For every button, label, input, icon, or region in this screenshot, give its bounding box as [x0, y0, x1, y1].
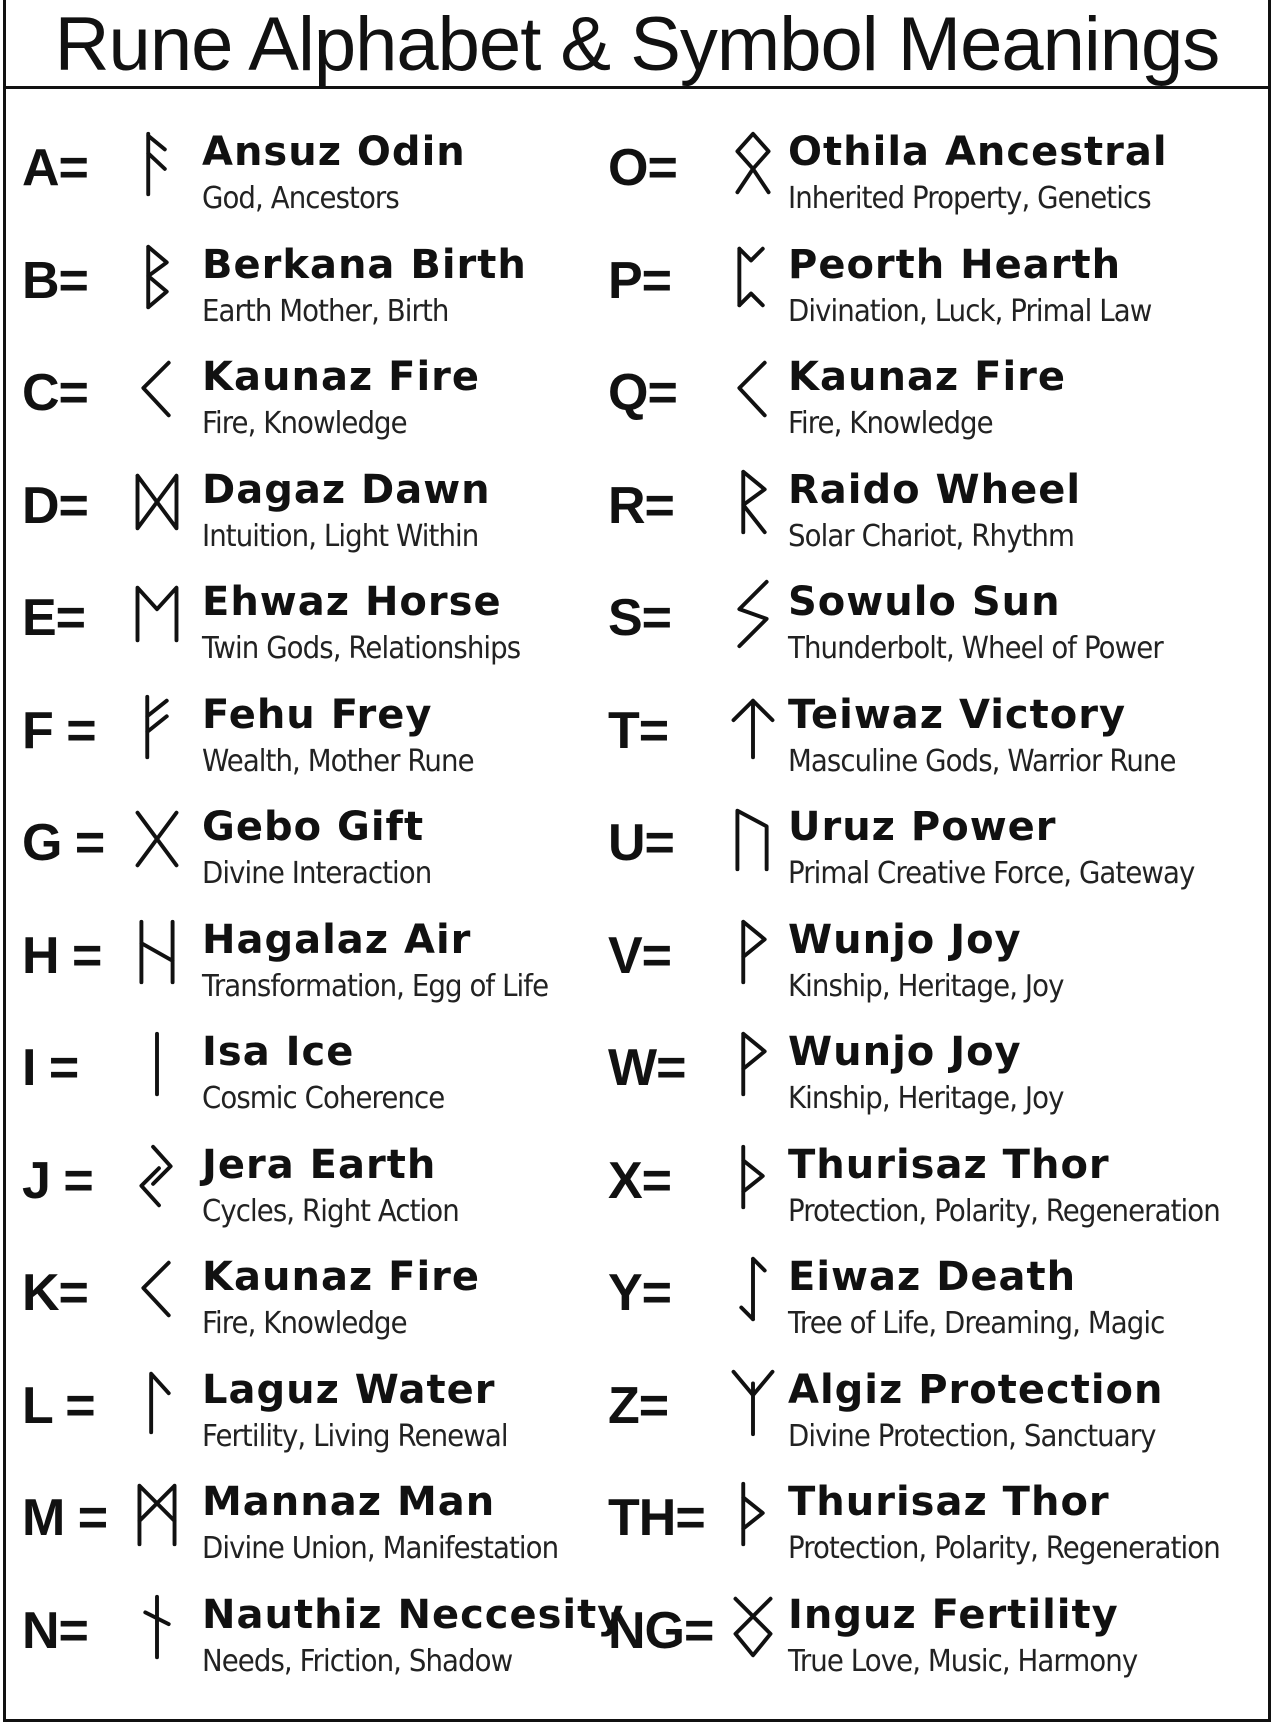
rune-entry — [22, 908, 582, 1021]
rune-meaning: Transformation, Egg of Life — [202, 968, 549, 1004]
rune-entry — [608, 570, 1268, 683]
rune-letter: S= — [608, 589, 672, 647]
rune-meaning: Masculine Gods, Warrior Rune — [788, 743, 1176, 779]
rune-meaning: Divination, Luck, Primal Law — [788, 293, 1152, 329]
rune-meaning: Earth Mother, Birth — [202, 293, 449, 329]
rune-letter: L = — [22, 1376, 95, 1435]
left-column — [22, 120, 625, 1695]
rune-letter: NG= — [608, 1601, 714, 1660]
rune-name: Mannaz Man — [202, 1479, 496, 1525]
rune-letter: W= — [608, 1039, 686, 1097]
rune-meaning: God, Ancestors — [202, 181, 399, 216]
rune-name: Jera Earth — [202, 1141, 437, 1188]
rune-entry — [22, 1358, 582, 1471]
rune-entry — [608, 458, 1268, 571]
rune-letter: Z= — [608, 1376, 669, 1435]
rune-letter: V= — [608, 926, 672, 985]
wunjo-icon — [718, 914, 788, 990]
rune-name: Ansuz Odin — [202, 129, 466, 175]
rune-letter: A= — [22, 139, 88, 197]
thurisaz-icon — [718, 1476, 788, 1552]
rune-letter: G = — [22, 814, 105, 872]
rune-entry — [22, 1245, 582, 1358]
rune-letter: R= — [608, 476, 674, 535]
rune-name: Ehwaz Horse — [202, 579, 502, 625]
rune-name: Gebo Gift — [202, 804, 425, 850]
rune-name: Uruz Power — [788, 804, 1057, 850]
rune-letter: F = — [22, 701, 96, 760]
isa-icon — [122, 1026, 192, 1102]
rune-meaning: Solar Chariot, Rhythm — [788, 518, 1074, 554]
berkana-icon — [122, 239, 192, 315]
rune-name: Kaunaz Fire — [788, 354, 1067, 400]
rune-entry — [608, 1245, 1268, 1358]
dagaz-icon — [122, 464, 192, 540]
rune-meaning: Protection, Polarity, Regeneration — [788, 1531, 1220, 1566]
rune-name: Inguz Fertility — [788, 1591, 1119, 1638]
rune-entry — [608, 795, 1268, 908]
inguz-icon — [718, 1589, 788, 1665]
rune-entry — [608, 683, 1268, 796]
rune-meaning: Fertility, Living Renewal — [202, 1418, 508, 1454]
rune-meaning: True Love, Music, Harmony — [788, 1643, 1138, 1679]
rune-entry — [22, 345, 582, 458]
rune-letter: B= — [22, 251, 88, 310]
rune-name: Peorth Hearth — [788, 241, 1122, 288]
hagalaz-icon — [122, 914, 192, 990]
rune-meaning: Cosmic Coherence — [202, 1081, 445, 1116]
rune-entry — [608, 908, 1268, 1021]
rune-name: Eiwaz Death — [788, 1254, 1077, 1300]
rune-entry — [608, 120, 1268, 233]
rune-meaning: Divine Union, Manifestation — [202, 1531, 559, 1566]
rune-letter: C= — [22, 364, 88, 422]
rune-entry — [608, 1020, 1268, 1133]
uruz-icon — [718, 801, 788, 877]
gebo-icon — [122, 801, 192, 877]
rune-meaning: Fire, Knowledge — [202, 406, 407, 441]
raido-icon — [718, 464, 788, 540]
rune-letter: T= — [608, 701, 669, 760]
rune-meaning: Wealth, Mother Rune — [202, 743, 474, 779]
rune-entry — [608, 1358, 1268, 1471]
page-title: Rune Alphabet & Symbol Meanings — [54, 2, 1220, 87]
right-column — [608, 120, 1268, 1695]
rune-meaning: Fire, Knowledge — [202, 1306, 407, 1341]
rune-entry — [22, 1020, 582, 1133]
peorth-icon — [718, 239, 788, 315]
rune-letter: I = — [22, 1039, 79, 1097]
rune-letter: Q= — [608, 364, 677, 422]
mannaz-icon — [122, 1476, 192, 1552]
rune-meaning: Fire, Knowledge — [788, 406, 993, 441]
kaunaz-icon — [718, 351, 788, 427]
rune-letter: N= — [22, 1601, 88, 1660]
rune-name: Wunjo Joy — [788, 916, 1022, 963]
thurisaz-icon — [718, 1139, 788, 1215]
laguz-icon — [122, 1364, 192, 1440]
sowulo-icon — [718, 576, 788, 652]
rune-meaning: Kinship, Heritage, Joy — [788, 1081, 1064, 1116]
rune-name: Fehu Frey — [202, 691, 433, 738]
rune-name: Nauthiz Neccesity — [202, 1591, 625, 1638]
ansuz-icon — [122, 126, 192, 202]
rune-name: Thurisaz Thor — [788, 1141, 1110, 1188]
algiz-icon — [718, 1364, 788, 1440]
wunjo-icon — [718, 1026, 788, 1102]
rune-entry — [22, 1470, 582, 1583]
ehwaz-icon — [122, 576, 192, 652]
rune-meaning: Divine Interaction — [202, 856, 432, 891]
rune-name: Dagaz Dawn — [202, 466, 491, 513]
rune-name: Hagalaz Air — [202, 916, 472, 963]
rune-meaning: Thunderbolt, Wheel of Power — [788, 631, 1163, 666]
rune-name: Algiz Protection — [788, 1366, 1164, 1413]
rune-letter: X= — [608, 1151, 672, 1210]
rune-entry — [608, 1133, 1268, 1246]
rune-name: Isa Ice — [202, 1029, 355, 1075]
jera-icon — [122, 1139, 192, 1215]
fehu-icon — [122, 689, 192, 765]
rune-meaning: Intuition, Light Within — [202, 518, 479, 554]
othila-icon — [718, 126, 788, 202]
rune-letter: M = — [22, 1489, 108, 1547]
rune-meaning: Divine Protection, Sanctuary — [788, 1418, 1156, 1454]
rune-entry — [22, 458, 582, 571]
rune-entry — [22, 1583, 625, 1696]
rune-meaning: Kinship, Heritage, Joy — [788, 968, 1064, 1004]
kaunaz-icon — [122, 1251, 192, 1327]
rune-entry — [608, 233, 1268, 346]
rune-letter: J = — [22, 1151, 93, 1210]
rune-entry — [22, 1133, 582, 1246]
rune-name: Sowulo Sun — [788, 579, 1061, 625]
rune-name: Berkana Birth — [202, 241, 527, 288]
rune-name: Teiwaz Victory — [788, 691, 1127, 738]
rune-entry — [22, 233, 582, 346]
rune-name: Kaunaz Fire — [202, 1254, 481, 1300]
rune-meaning: Needs, Friction, Shadow — [202, 1643, 513, 1679]
nauthiz-icon — [122, 1589, 192, 1665]
rune-entry — [22, 120, 582, 233]
rune-letter: E= — [22, 589, 86, 647]
rune-entry — [608, 1470, 1268, 1583]
rune-meaning: Tree of Life, Dreaming, Magic — [788, 1306, 1165, 1341]
rune-meaning: Cycles, Right Action — [202, 1193, 459, 1229]
rune-meaning: Protection, Polarity, Regeneration — [788, 1193, 1220, 1229]
rune-letter: K= — [22, 1264, 88, 1322]
rune-name: Othila Ancestral — [788, 129, 1168, 175]
rune-name: Wunjo Joy — [788, 1029, 1022, 1075]
rune-name: Laguz Water — [202, 1366, 496, 1413]
title-box — [3, 0, 1271, 89]
rune-name: Kaunaz Fire — [202, 354, 481, 400]
rune-meaning: Twin Gods, Relationships — [202, 631, 521, 666]
rune-entry — [22, 570, 582, 683]
rune-letter: P= — [608, 251, 672, 310]
rune-entry — [608, 1583, 1268, 1696]
rune-letter: H = — [22, 926, 102, 985]
rune-entry — [608, 345, 1268, 458]
rune-letter: Y= — [608, 1264, 672, 1322]
rune-entry — [22, 795, 582, 908]
rune-meaning: Inherited Property, Genetics — [788, 181, 1151, 216]
teiwaz-icon — [718, 689, 788, 765]
rune-name: Thurisaz Thor — [788, 1479, 1110, 1525]
rune-letter: TH= — [608, 1489, 705, 1547]
rune-meaning: Primal Creative Force, Gateway — [788, 856, 1195, 891]
rune-letter: U= — [608, 814, 674, 872]
kaunaz-icon — [122, 351, 192, 427]
rune-letter: O= — [608, 139, 677, 197]
rune-entry — [22, 683, 582, 796]
rune-letter: D= — [22, 476, 88, 535]
eiwaz-icon — [718, 1251, 788, 1327]
rune-name: Raido Wheel — [788, 466, 1082, 513]
